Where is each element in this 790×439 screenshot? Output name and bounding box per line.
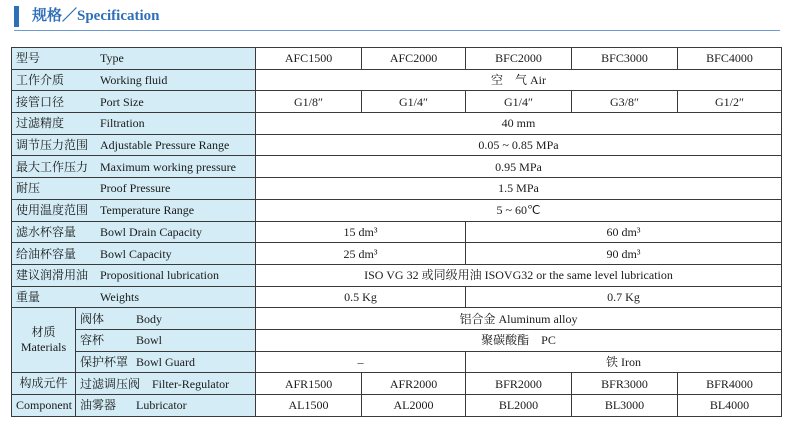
value-cell: – xyxy=(256,351,466,373)
label-en: Working fluid xyxy=(100,73,168,88)
row-label-max-pressure xyxy=(12,156,256,178)
label-en: Bowl xyxy=(136,333,163,348)
model-cell: BFC2000 xyxy=(466,48,572,70)
header-divider xyxy=(14,30,780,31)
table-row xyxy=(12,308,782,330)
value-cell: 90 dm³ xyxy=(466,243,782,265)
value-cell: G1/8″ xyxy=(256,91,362,113)
value-cell: BFR2000 xyxy=(466,373,572,395)
table-row xyxy=(12,178,782,200)
table-row xyxy=(12,286,782,308)
row-label-drain xyxy=(12,221,256,243)
label-en: Filter-Regulator xyxy=(152,376,230,391)
group-label-component-en: Component xyxy=(12,395,76,417)
group-en: Materials xyxy=(20,340,67,355)
value-cell: 空 气 Air xyxy=(256,69,782,91)
header-accent-bar xyxy=(14,6,19,27)
row-label-filtration xyxy=(12,113,256,135)
value-cell: G3/8″ xyxy=(572,91,678,113)
label-cn: 阀体 xyxy=(80,311,105,326)
label-en: Type xyxy=(100,51,124,66)
label-en: Lubricator xyxy=(136,398,187,413)
label-en: Port Size xyxy=(100,94,144,109)
value-cell: BL4000 xyxy=(678,395,782,417)
table-row xyxy=(12,373,782,395)
value-cell: 0.7 Kg xyxy=(466,286,782,308)
row-label-bowl xyxy=(76,329,256,351)
model-cell: AFC2000 xyxy=(362,48,466,70)
model-cell: BFC3000 xyxy=(572,48,678,70)
value-cell: 1.5 MPa xyxy=(256,178,782,200)
label-cn: 型号 xyxy=(16,51,41,66)
table-row xyxy=(12,351,782,373)
label-cn: 过滤精度 xyxy=(16,116,65,131)
value-cell: BFR4000 xyxy=(678,373,782,395)
section-title: 规格／Specification xyxy=(32,8,160,24)
value-cell: 25 dm³ xyxy=(256,243,466,265)
label-cn: 接管口径 xyxy=(16,94,65,109)
value-cell: 聚碳酸酯 PC xyxy=(256,329,782,351)
value-cell: AL1500 xyxy=(256,395,362,417)
label-cn: 耐压 xyxy=(16,181,41,196)
value-cell: ISO VG 32 或同级用油 ISOVG32 or the same level lubrication xyxy=(256,264,782,286)
value-cell: AFR2000 xyxy=(362,373,466,395)
table-row xyxy=(12,113,782,135)
row-label-type xyxy=(12,48,256,70)
table-row xyxy=(12,264,782,286)
label-en: Bowl Guard xyxy=(136,354,195,369)
value-cell: BFR3000 xyxy=(572,373,678,395)
row-label-port xyxy=(12,91,256,113)
row-label-temp xyxy=(12,199,256,221)
table-row xyxy=(12,221,782,243)
label-en: Adjustable Pressure Range xyxy=(100,138,230,153)
model-cell: AFC1500 xyxy=(256,48,362,70)
label-en: Weights xyxy=(100,289,140,304)
label-cn: 保护杯罩 xyxy=(80,354,129,369)
label-cn: 油雾器 xyxy=(80,398,117,413)
value-cell: G1/4″ xyxy=(362,91,466,113)
label-cn: 重量 xyxy=(16,289,41,304)
value-cell: 0.5 Kg xyxy=(256,286,466,308)
table-row xyxy=(12,395,782,417)
label-cn: 滤水杯容量 xyxy=(16,224,77,239)
row-label-proof xyxy=(12,178,256,200)
value-cell: 15 dm³ xyxy=(256,221,466,243)
row-label-lubricator xyxy=(76,395,256,417)
label-en: Filtration xyxy=(100,116,145,131)
table-row xyxy=(12,69,782,91)
row-label-lubrication xyxy=(12,264,256,286)
table-row xyxy=(12,91,782,113)
label-cn: 建议润滑用油 xyxy=(16,268,89,283)
value-cell: 0.95 MPa xyxy=(256,156,782,178)
table-row xyxy=(12,134,782,156)
row-label-bowl-guard xyxy=(76,351,256,373)
table-row xyxy=(12,329,782,351)
value-cell: G1/4″ xyxy=(466,91,572,113)
group-cn: 材质 xyxy=(31,325,56,340)
section-header xyxy=(0,0,790,36)
label-en: Proof Pressure xyxy=(100,181,171,196)
table-row xyxy=(12,243,782,265)
group-label-materials xyxy=(12,308,76,373)
label-cn: 工作介质 xyxy=(16,73,65,88)
table-row xyxy=(12,156,782,178)
value-cell: 铝合金 Aluminum alloy xyxy=(256,308,782,330)
row-label-bowl-capacity xyxy=(12,243,256,265)
value-cell: 40 mm xyxy=(256,113,782,135)
value-cell: 0.05 ~ 0.85 MPa xyxy=(256,134,782,156)
row-label-adj-pressure xyxy=(12,134,256,156)
label-en: Bowl Capacity xyxy=(100,246,172,261)
value-cell: AFR1500 xyxy=(256,373,362,395)
row-label-filter-regulator xyxy=(76,373,256,395)
value-cell: 5 ~ 60℃ xyxy=(256,199,782,221)
label-cn: 使用温度范围 xyxy=(16,203,89,218)
row-label-weight xyxy=(12,286,256,308)
label-cn: 调节压力范围 xyxy=(16,138,89,153)
label-en: Bowl Drain Capacity xyxy=(100,224,202,239)
row-label-body xyxy=(76,308,256,330)
table-row xyxy=(12,48,782,70)
value-cell: BL2000 xyxy=(466,395,572,417)
spec-table xyxy=(11,47,782,417)
model-cell: BFC4000 xyxy=(678,48,782,70)
label-cn: 给油杯容量 xyxy=(16,246,77,261)
row-label-fluid xyxy=(12,69,256,91)
value-cell: BL3000 xyxy=(572,395,678,417)
label-en: Maximum working pressure xyxy=(100,159,236,174)
label-en: Propositional lubrication xyxy=(100,268,219,283)
label-en: Temperature Range xyxy=(100,203,195,218)
label-en: Body xyxy=(136,311,163,326)
value-cell: AL2000 xyxy=(362,395,466,417)
value-cell: 60 dm³ xyxy=(466,221,782,243)
value-cell: 铁 Iron xyxy=(466,351,782,373)
label-cn: 最大工作压力 xyxy=(16,159,89,174)
label-cn: 过滤调压阀 xyxy=(80,376,141,391)
table-row xyxy=(12,199,782,221)
label-cn: 容杯 xyxy=(80,333,105,348)
value-cell: G1/2″ xyxy=(678,91,782,113)
group-label-component-cn: 构成元件 xyxy=(12,373,76,395)
